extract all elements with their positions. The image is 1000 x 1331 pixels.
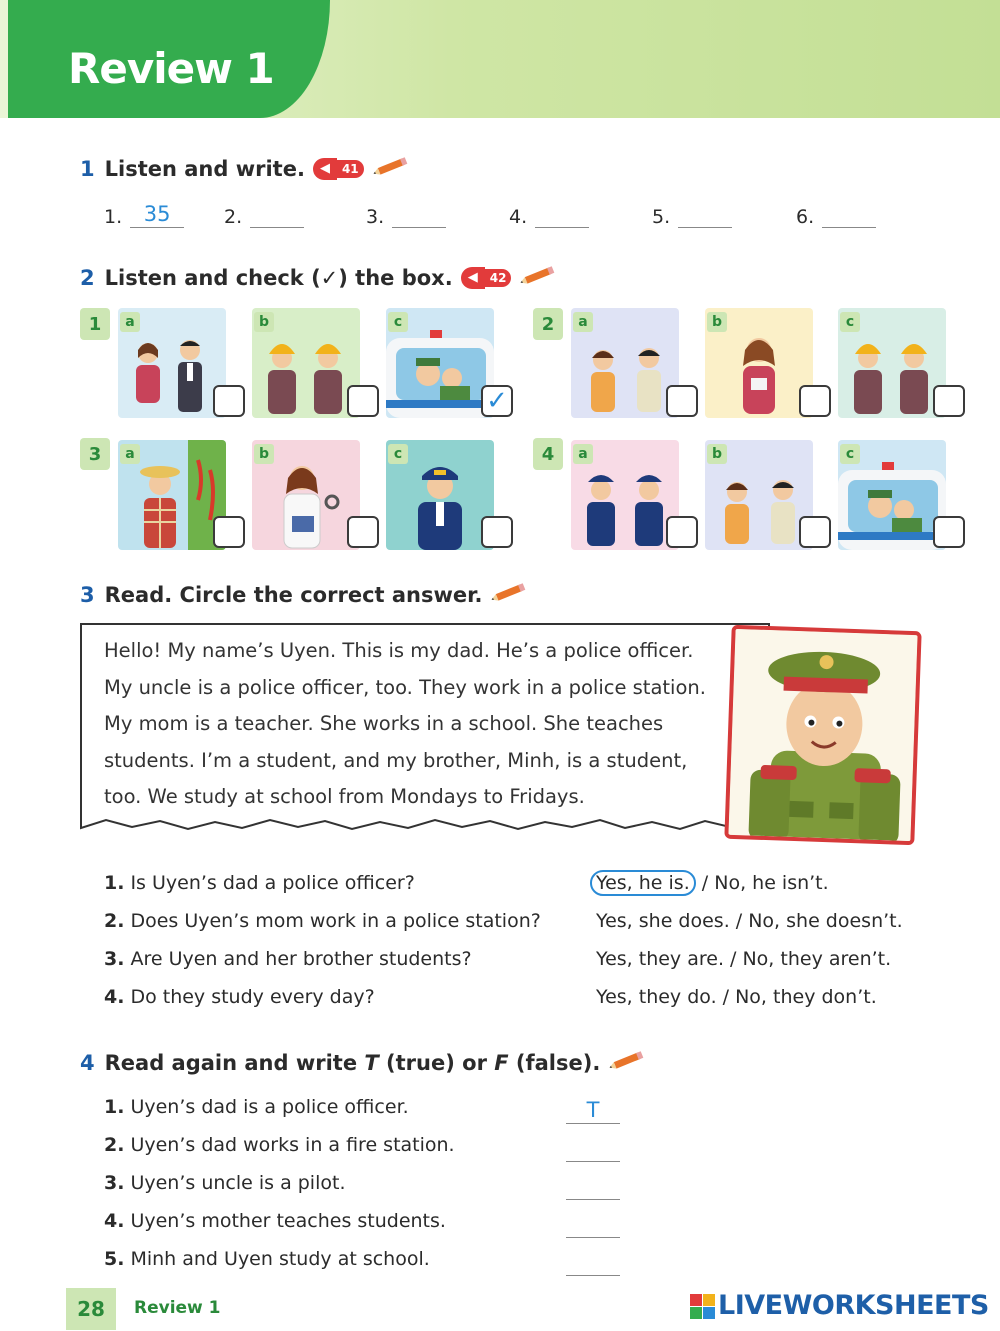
police-car-icon — [838, 440, 946, 550]
option-letter: b — [707, 312, 727, 332]
answer-option-no[interactable]: No, she doesn’t. — [748, 910, 903, 932]
item-number: 4. — [104, 1210, 125, 1232]
option-letter: c — [840, 312, 860, 332]
checkbox-2c[interactable] — [933, 385, 965, 417]
audio-track-number: 42 — [485, 269, 512, 287]
farmer-icon — [118, 440, 226, 550]
pilots-icon — [571, 440, 679, 550]
question-number: 3. — [104, 948, 125, 970]
checkbox-2a[interactable] — [666, 385, 698, 417]
answer-option-yes[interactable]: Yes, he is. — [590, 870, 696, 896]
answer-separator: / — [723, 948, 743, 970]
ex4-heading — [80, 1050, 646, 1075]
teacher-icon — [705, 308, 813, 418]
statement-text: Uyen’s dad works in a fire station. — [130, 1134, 455, 1156]
passage-line: Hello! My name’s Uyen. This is my dad. He’s a police officer. — [104, 639, 694, 662]
ex2-number: 2 — [80, 265, 95, 290]
answer-option-no[interactable]: No, he isn’t. — [714, 872, 829, 894]
ex3-instruction: Read. Circle the correct answer. — [104, 582, 483, 607]
ex1-item — [652, 202, 732, 228]
option-letter: c — [388, 444, 408, 464]
tf-answer-field-3[interactable] — [566, 1174, 620, 1200]
question-text: Is Uyen’s dad a police officer? — [130, 872, 415, 894]
page-number: 28 — [66, 1288, 116, 1330]
checkbox-3a[interactable] — [213, 516, 245, 548]
tf-answer-field-5[interactable] — [566, 1250, 620, 1276]
question-row — [104, 872, 924, 902]
option-letter: a — [120, 444, 140, 464]
option-letter: b — [707, 444, 727, 464]
option-letter: b — [254, 444, 274, 464]
footer-label: Review 1 — [134, 1298, 221, 1318]
question-number: 2. — [104, 910, 125, 932]
passage-line: too. We study at school from Mondays to Fridays. — [104, 785, 585, 808]
item-number: 2. — [104, 1134, 125, 1156]
item-label: 4. — [509, 206, 528, 228]
item-label: 6. — [796, 206, 815, 228]
ex4-number: 4 — [80, 1050, 95, 1075]
option-letter: c — [388, 312, 408, 332]
reading-passage — [104, 634, 724, 817]
item-label: 1. — [104, 206, 123, 228]
answer-field-5[interactable] — [678, 202, 732, 228]
option-letter: c — [840, 444, 860, 464]
instruction-t-letter: T — [364, 1050, 379, 1075]
question-text: Do they study every day? — [130, 986, 375, 1008]
tf-answer-field-4[interactable] — [566, 1212, 620, 1238]
answer-separator: / — [729, 910, 749, 932]
ex2-instruction: Listen and check (✓) the box. — [104, 265, 453, 290]
ex1-item — [104, 202, 184, 228]
answer-field-1[interactable]: 35 — [130, 202, 184, 228]
checkbox-1a[interactable] — [213, 385, 245, 417]
ex3-heading — [80, 582, 528, 607]
checkbox-1b[interactable] — [347, 385, 379, 417]
ex1-instruction: Listen and write. — [104, 156, 305, 181]
pencil-icon — [490, 582, 528, 607]
tf-answer-field-1[interactable]: T — [566, 1098, 620, 1124]
firefighters-icon — [252, 308, 360, 418]
question-number: 4. — [104, 986, 125, 1008]
audio-button-42[interactable] — [461, 267, 512, 289]
question-row — [104, 910, 924, 940]
checkbox-4a[interactable] — [666, 516, 698, 548]
speaker-icon: ◀ — [313, 158, 337, 180]
passage-line: My uncle is a police officer, too. They work in a police station. — [104, 675, 706, 699]
students-icon — [705, 440, 813, 550]
answer-separator: / — [716, 986, 736, 1008]
checkbox-4c[interactable] — [933, 516, 965, 548]
liveworksheets-brand — [690, 1290, 989, 1321]
answer-field-4[interactable] — [535, 202, 589, 228]
pencil-icon — [519, 265, 557, 290]
ex2-heading — [80, 265, 557, 290]
checkbox-4b[interactable] — [799, 516, 831, 548]
tf-row — [104, 1210, 624, 1240]
ex1-item — [796, 202, 876, 228]
item-number: 3. — [104, 1172, 125, 1194]
tf-answer-field-2[interactable] — [566, 1136, 620, 1162]
ex1-item — [509, 202, 589, 228]
police-officer-illustration — [724, 625, 921, 846]
ex1-heading — [80, 156, 410, 181]
checkbox-3c[interactable] — [481, 516, 513, 548]
group-number-1: 1 — [80, 308, 110, 340]
firefighters-icon — [838, 308, 946, 418]
item-label: 5. — [652, 206, 671, 228]
option-letter: a — [120, 312, 140, 332]
instruction-f-letter: F — [494, 1050, 509, 1075]
question-number: 1. — [104, 872, 125, 894]
answer-field-6[interactable] — [822, 202, 876, 228]
answer-option-yes[interactable]: Yes, they do. — [596, 986, 717, 1008]
tf-row — [104, 1134, 624, 1164]
ex1-item — [224, 202, 304, 228]
answer-separator: / — [695, 872, 715, 894]
pencil-icon — [608, 1050, 646, 1075]
question-text: Does Uyen’s mom work in a police station? — [130, 910, 541, 932]
answer-field-2[interactable] — [250, 202, 304, 228]
passage-line: My mom is a teacher. She works in a school. She teaches — [104, 712, 664, 735]
item-label: 2. — [224, 206, 243, 228]
statement-text: Minh and Uyen study at school. — [130, 1248, 430, 1270]
item-number: 1. — [104, 1096, 125, 1118]
checkbox-1c[interactable]: ✓ — [481, 385, 513, 417]
instruction-part: (true) or — [378, 1050, 495, 1075]
page-title: Review 1 — [68, 44, 274, 93]
tf-row — [104, 1172, 624, 1202]
question-row — [104, 986, 924, 1016]
answer-field-3[interactable] — [392, 202, 446, 228]
ex1-number: 1 — [80, 156, 95, 181]
audio-track-number: 41 — [337, 160, 364, 178]
statement-text: Uyen’s dad is a police officer. — [130, 1096, 409, 1118]
group-number-3: 3 — [80, 438, 110, 470]
pilot-icon — [386, 440, 494, 550]
item-number: 5. — [104, 1248, 125, 1270]
instruction-part: Read again and write — [104, 1050, 365, 1075]
liveworksheets-logo-icon — [690, 1294, 714, 1318]
checkbox-3b[interactable] — [347, 516, 379, 548]
ex1-answers — [104, 202, 904, 232]
checkbox-2b[interactable] — [799, 385, 831, 417]
pencil-icon — [372, 156, 410, 181]
brand-name: LIVEWORKSHEETS — [718, 1290, 989, 1321]
answer-option-yes[interactable]: Yes, they are. — [596, 948, 724, 970]
option-letter: a — [573, 312, 593, 332]
speaker-icon: ◀ — [461, 267, 485, 289]
tf-row — [104, 1248, 624, 1278]
option-letter: b — [254, 312, 274, 332]
answer-option-no[interactable]: No, they don’t. — [735, 986, 877, 1008]
answer-option-no[interactable]: No, they aren’t. — [742, 948, 892, 970]
answer-option-yes[interactable]: Yes, she does. — [596, 910, 730, 932]
option-letter: a — [573, 444, 593, 464]
police-car-icon — [386, 308, 494, 418]
teacher-and-man-icon — [118, 308, 226, 418]
group-number-4: 4 — [533, 438, 563, 470]
tf-row — [104, 1096, 624, 1126]
statement-text: Uyen’s uncle is a pilot. — [130, 1172, 346, 1194]
item-label: 3. — [366, 206, 385, 228]
statement-text: Uyen’s mother teaches students. — [130, 1210, 446, 1232]
question-row — [104, 948, 924, 978]
instruction-part: (false). — [508, 1050, 601, 1075]
ex1-item — [366, 202, 446, 228]
group-number-2: 2 — [533, 308, 563, 340]
audio-button-41[interactable] — [313, 158, 364, 180]
ex4-instruction — [105, 1051, 601, 1075]
question-text: Are Uyen and her brother students? — [130, 948, 472, 970]
ex3-number: 3 — [80, 582, 95, 607]
students-icon — [571, 308, 679, 418]
doctor-icon — [252, 440, 360, 550]
passage-line: students. I’m a student, and my brother, Minh, is a student, — [104, 748, 688, 772]
